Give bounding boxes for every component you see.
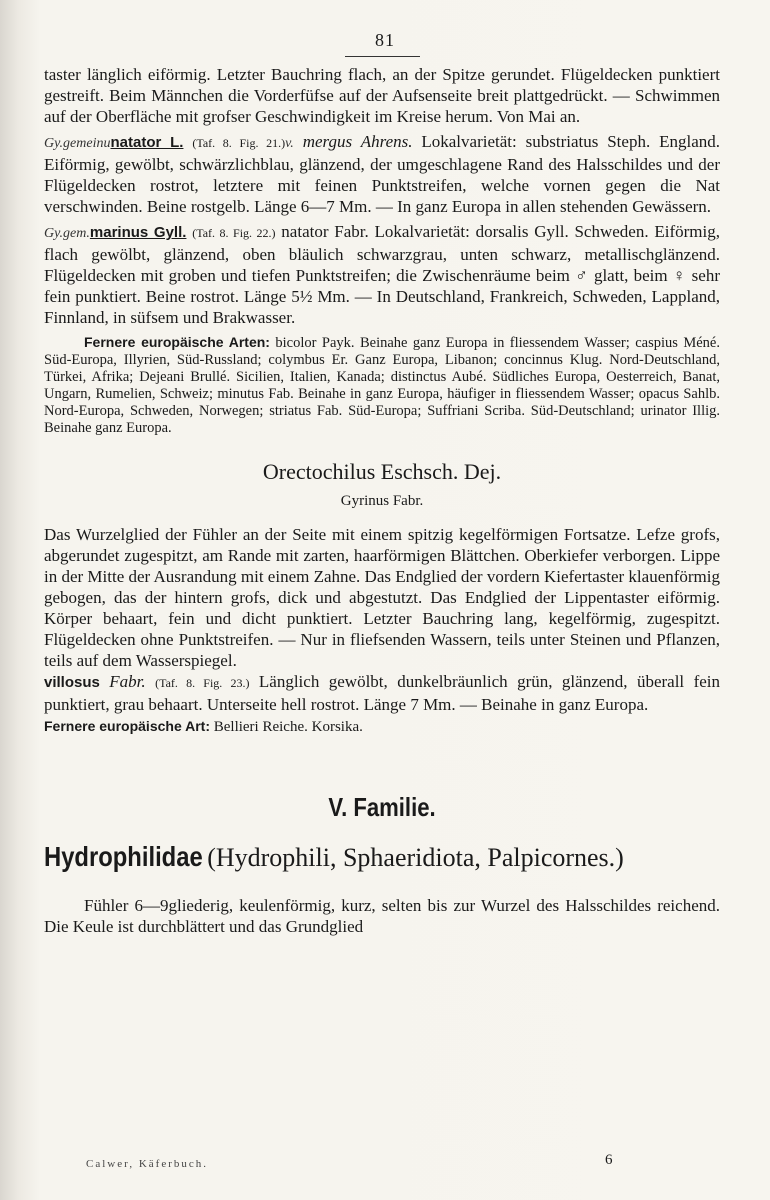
species-name: marinus Gyll. (89, 224, 187, 241)
other-species-heading: Fernere europäische Arten: (84, 334, 270, 350)
natator-entry (44, 131, 720, 217)
family-name-synonyms: (Hydrophili, Sphaeridiota, Palpicornes.) (200, 843, 624, 872)
synonym: mergus Ahrens. (302, 132, 413, 151)
species-description: Länglich gewölbt, dunkelbräunlich grün, glänzend, überall fein punktiert, grau behaart. Unterseite hell rostrot. Länge 7 Mm. — Beinahe in ganz Europa. (44, 672, 721, 714)
genus-synonym: Gyrinus Fabr. (340, 493, 424, 509)
family-description: Fühler 6—9gliederig, keulenförmig, kurz, selten bis zur Wurzel des Halsschildes reichend. Die Keule ist durchblättert und das Grundglied (44, 896, 720, 936)
species-name: natator L. (110, 134, 184, 151)
page-number: 81 (375, 30, 395, 50)
family-name-bold: Hydrophilidae (44, 841, 203, 872)
page-content (44, 64, 720, 937)
species-author: Fabr. (109, 672, 146, 691)
family-name (44, 841, 720, 873)
family-number-title: V. Familie. (328, 792, 436, 822)
other-species-text: bicolor Payk. Beinahe ganz Europa in fliessendem Wasser; caspius Méné. Süd-Europa, Illyrien, Süd-Russland; colymbus Er. Ganz Europa, Libanon; concinnus Klug. Nord-Deutschland, Türkei, Afrika; Dejeani Brullé. Sicilien, Italien, Kanada; distinctus Aubé. Südliches Europa, Oesterreich, Banat, Ungarn, Rumelien, Schweiz; minutus Fab. Beinahe in ganz Europa, häufiger in fliessendem Wasser; opacus Sahlb. Nord-Europa, Schweden, Norwegen; striatus Fab. Süd-Europa; Suffriani Scriba. Süd-Deutschland; urinator Illig. Beinahe ganz Europa. (44, 335, 720, 436)
handwritten-annotation: Gy.gem. (44, 226, 90, 241)
marinus-entry (44, 221, 720, 328)
header-rule (345, 56, 420, 57)
species-description: Lokalvarietät: substriatus Steph. England. Eiförmig, gewölbt, schwärzlichblau, glänzend, der umgeschlagene Rand des Halsschildes und der Flügeldecken rostrot, letztere mit feinen Punktstreifen, welche vornen gegen die Nat verschwinden. Beine rostgelb. Länge 6—7 Mm. — In ganz Europa in allen stehenden Gewässern. (44, 132, 720, 216)
plate-reference: (Taf. 8. Fig. 23.) (155, 676, 250, 690)
genus-description: Das Wurzelglied der Fühler an der Seite mit einem spitzig kegelförmigen Fortsatze. Lefze grofs, abgerundet zugespitzt, am Rande mit zarten, haarförmigen Blättchen. Oberkiefer verborgen. Lippe in der Mitte der Ausrandung mit einem Zahne. Das Endglied der vordern Kiefertaster klauenförmig gebogen, das der hintern grofs, dick und abgestutzt. Das Endglied der Lippentaster eiförmig. Körper behaart, fein und dicht punktiert. Letzter Bauchring lang, kegelförmig, zugespitzt. Flügeldecken ohne Punktstreifen. — Nur in fliefsenden Wassern, teils unter Steinen und Pflanzen, teils auf dem Wasserspiegel. (44, 525, 721, 670)
handwritten-annotation: Gy.gemeinu (44, 136, 111, 151)
species-name: villosus (44, 674, 100, 691)
genus-title: Orectochilus Eschsch. Dej. (262, 459, 502, 484)
genus-other-heading: Fernere europäische Art: (44, 718, 210, 734)
plate-reference: (Taf. 8. Fig. 22.) (192, 226, 276, 240)
species-description: natator Fabr. Lokalvarietät: dorsalis Gyll. Schweden. Eiförmig, flach gewölbt, glänzend, oben bläulich schwarzgrau, unten schwarz, metallischglänzend. Flügeldecken mit groben und tiefen Punktstreifen; die Zwischenräume beim ♂ glatt, beim ♀ sehr fein punktiert. Beine rostrot. Länge 5½ Mm. — In Deutschland, Frankreich, Schweden, Lappland, Finnland, in süfsem und Brakwasser. (44, 222, 720, 327)
footer-publisher: Calwer, Käferbuch. (86, 1158, 208, 1170)
intro-paragraph: taster länglich eiförmig. Letzter Bauchring flach, an der Spitze gerundet. Flügeldecken punktiert gestreift. Beim Männchen die Vorderfüfse auf der Aufsenseite breit plattgedrückt. — Schwimmen auf der Oberfläche mit grofser Geschwindigkeit im Kreise herum. Von Mai an. (44, 65, 720, 126)
plate-reference: (Taf. 8. Fig. 21.) (192, 136, 286, 150)
genus-other-paragraph (44, 715, 720, 738)
villosus-entry (44, 671, 720, 715)
footer-signature: 6 (605, 1152, 613, 1168)
other-species-paragraph (44, 334, 720, 437)
genus-other-text: Bellieri Reiche. Korsika. (209, 719, 363, 735)
handwritten-annotation: v. (285, 136, 294, 151)
